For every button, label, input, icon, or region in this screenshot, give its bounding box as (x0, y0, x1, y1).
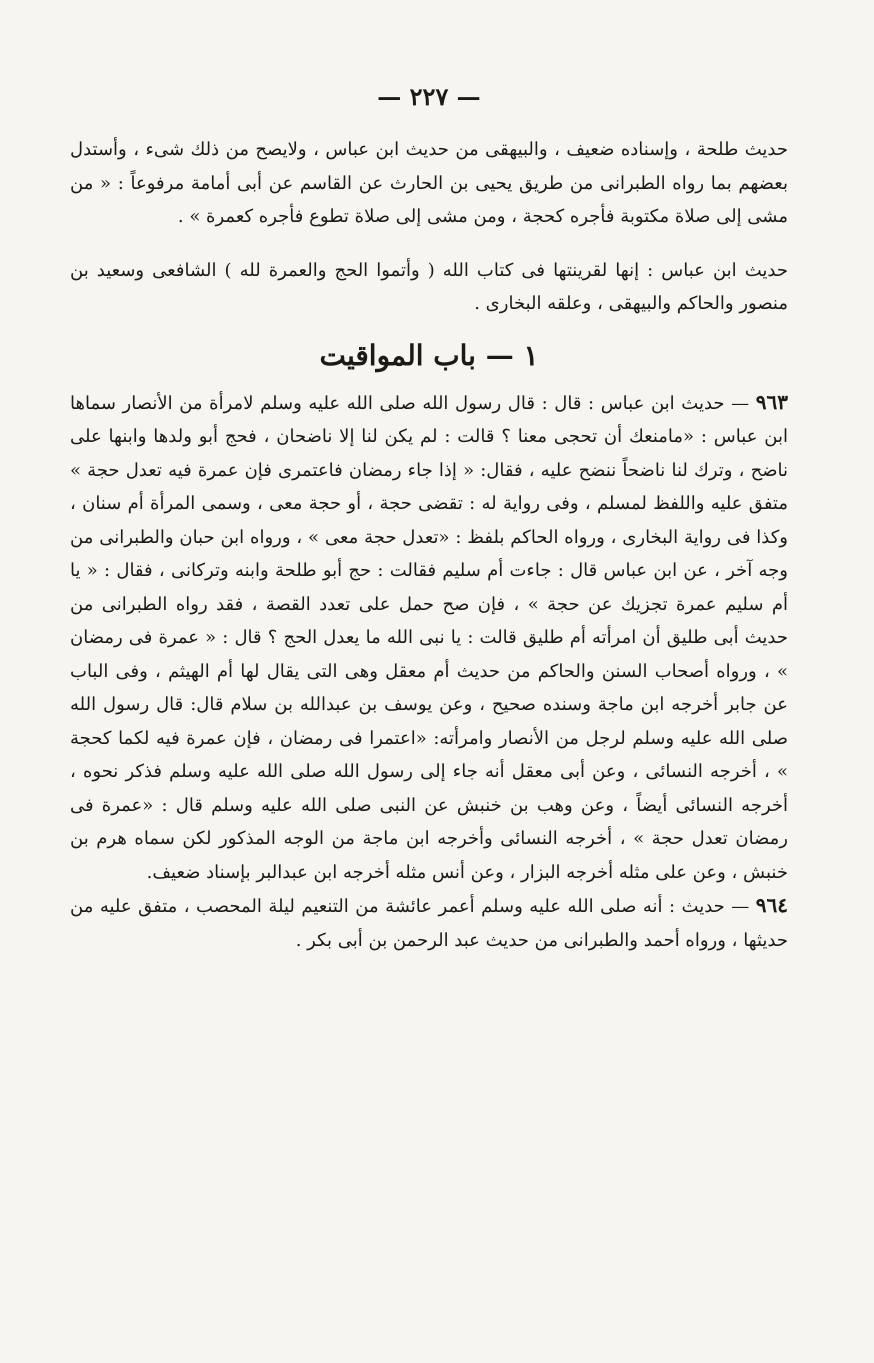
paragraph-hadith-963 (70, 386, 788, 890)
hadith-text: — حديث : أنه صلى الله عليه وسلم أعمر عائشة من التنعيم ليلة المحصب ، متفق عليه من حديثها ، ورواه أحمد والطبرانى من حديث عبد الرحمن بن أبى بكر . (70, 896, 788, 951)
hadith-text: — حديث ابن عباس : قال : قال رسول الله صلى الله عليه وسلم لامرأة من الأنصار سماها ابن عباس : «مامنعك أن تحجى معنا ؟ قالت : لم يكن لنا إلا ناضحان ، فحج أبو ولدها وابنها على ناضح ، وترك لنا ناضحاً ننضح عليه ، فقال: « إذا جاء رمضان فاعتمرى فإن عمرة فيه تعدل حجة » متفق عليه واللفظ لمسلم ، وفى رواية له : تقضى حجة ، أو حجة معى ، وسمى المرأة أم سنان ، وكذا فى رواية البخارى ، ورواه الحاكم بلفظ : «تعدل حجة معى » ، ورواه ابن حبان والطبرانى من وجه آخر ، عن ابن عباس قال : جاءت أم سليم فقالت : حج أبو طلحة وابنه وتركانى ، فقال : « يا أم سليم عمرة تجزيك عن حجة » ، فإن صح حمل على تعدد القصة ، فقد رواه الطبرانى من حديث أبى طليق أن امرأته أم طليق قالت : يا نبى الله ما يعدل الحج ؟ قال : « عمرة فى رمضان » ، ورواه أصحاب السنن والحاكم من حديث أم معقل وهى التى يقال لها أم الهيثم ، وفى الباب عن جابر أخرجه ابن ماجة وسنده صحيح ، وعن يوسف بن عبدالله بن سلام قال: قال رسول الله صلى الله عليه وسلم لرجل من الأنصار وامرأته: «اعتمرا فى رمضان ، فإن عمرة فيه لكما كحجة » ، أخرجه النسائى ، وعن أبى معقل أنه جاء إلى رسول الله صلى الله عليه وسلم فذكر نحوه ، أخرجه النسائى أيضاً ، وعن وهب بن خنبش عن النبى صلى الله عليه وسلم قال : «عمرة فى رمضان تعدل حجة » ، أخرجه النسائى وأخرجه ابن ماجة من الوجه المذكور لكن سماه هرم بن خنبش ، وعن على مثله أخرجه البزار ، وعن أنس مثله أخرجه ابن عبدالبر بإسناد ضعيف. (70, 392, 789, 883)
hadith-number: ٩٦٤ (755, 893, 788, 917)
paragraph-hadith-964 (70, 889, 788, 957)
paragraph-talha-hadith: حديث طلحة ، وإسناده ضعيف ، والبيهقى من حديث ابن عباس ، ولايصح من ذلك شىء ، وأستدل بعضهم بما رواه الطبرانى من طريق يحيى بن الحارث عن القاسم عن أبى أمامة مرفوعاً : « من مشى إلى صلاة مكتوبة فأجره كحجة ، ومن مشى إلى صلاة تطوع فأجره كعمرة » . (70, 139, 789, 227)
hadith-number: ٩٦٣ (755, 389, 788, 414)
paragraph-ibn-abbas-hadith: حديث ابن عباس : إنها لقرينتها فى كتاب الله ( وأتموا الحج والعمرة لله ) الشافعى وسعيد بن منصور والحاكم والبيهقى ، وعلقه البخارى . (70, 259, 788, 314)
page-number: — ٢٢٧ — (377, 82, 481, 111)
section-heading: ١ — باب المواقيت (319, 338, 539, 372)
